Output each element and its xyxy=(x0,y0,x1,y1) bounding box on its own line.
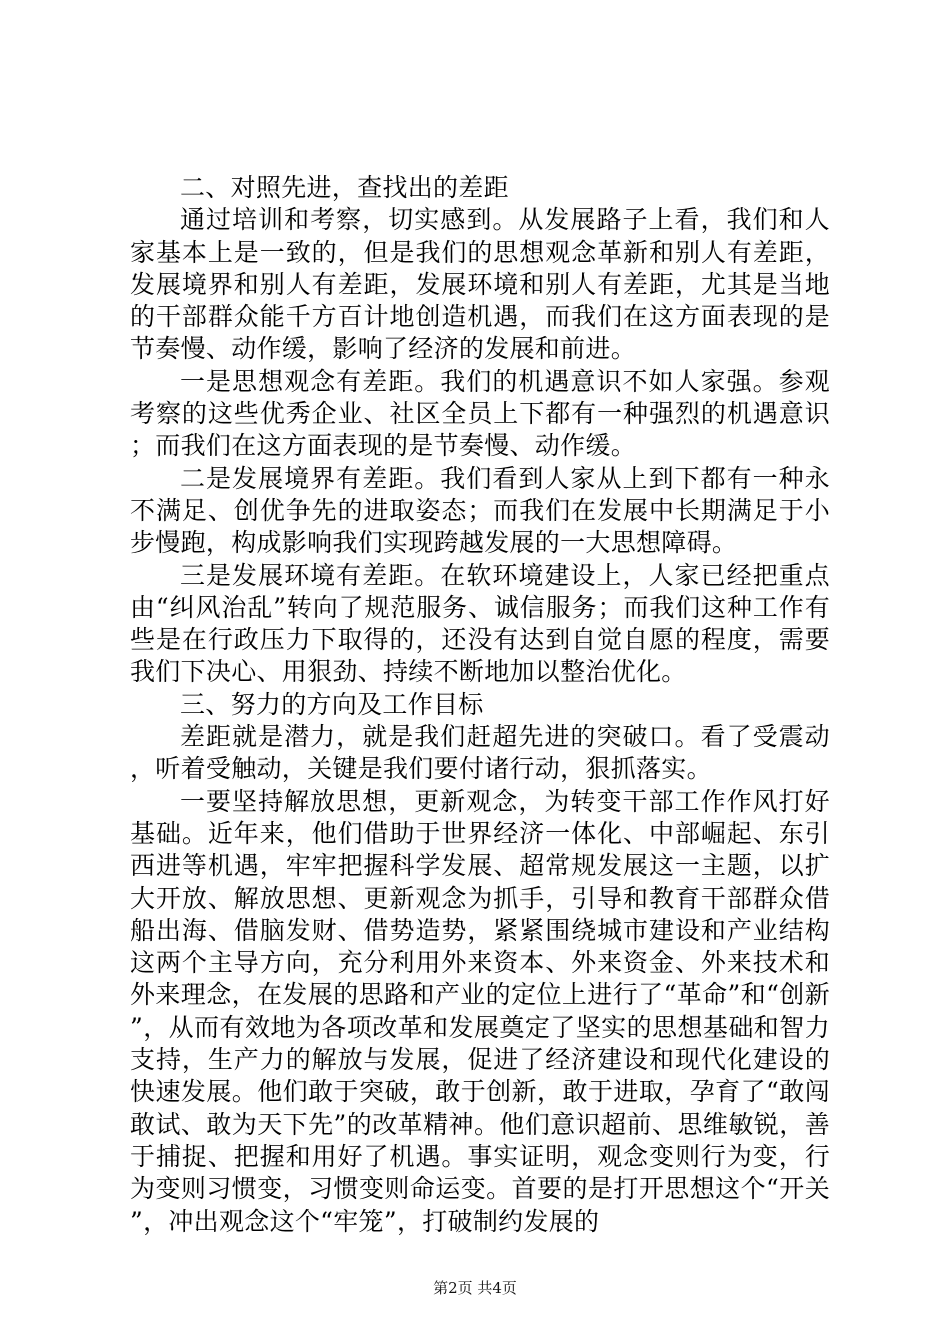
paragraph-emancipate-thinking: 一要坚持解放思想，更新观念，为转变干部工作作风打好基础。近年来，他们借助于世界经济一体化、中部崛起、东引西进等机遇，牢牢把握科学发展、超常规发展这一主题，以扩大开放、解放思想、更新观念为抓手，引导和教育干部群众借船出海、借脑发财、借势造势，紧紧围绕城市建设和产业结构这两个主导方向，充分利用外来资本、外来资金、外来技术和外来理念，在发展的思路和产业的定位上进行了“革命”和“创新”，从而有效地为各项改革和发展奠定了坚实的思想基础和智力支持，生产力的解放与发展，促进了经济建设和现代化建设的快速发展。他们敢于突破，敢于创新，敢于进取，孕育了“敢闯敢试、敢为天下先”的改革精神。他们意识超前、思维敏锐，善于捕捉、把握和用好了机遇。事实证明，观念变则行为变，行为变则习惯变，习惯变则命运变。首要的是打开思想这个“开关”，冲出观念这个“牢笼”，打破制约发展的 xyxy=(130,786,830,1236)
paragraph-training-observation: 通过培训和考察，切实感到。从发展路子上看，我们和人家基本上是一致的，但是我们的思想观念革新和别人有差距，发展境界和别人有差距，发展环境和别人有差距，尤其是当地的干部群众能千方百计地创造机遇，而我们在这方面表现的是节奏慢、动作缓，影响了经济的发展和前进。 xyxy=(130,205,830,364)
paragraph-gap-vision: 二是发展境界有差距。我们看到人家从上到下都有一种永不满足、创优争先的进取姿态；而我们在发展中长期满足于小步慢跑，构成影响我们实现跨越发展的一大思想障碍。 xyxy=(130,463,830,558)
document-body xyxy=(130,172,830,1238)
page-footer: 第2页 共4页 xyxy=(433,1279,517,1297)
section-heading-direction: 三、努力的方向及工作目标 xyxy=(180,689,484,719)
paragraph-gap-environment: 三是发展环境有差距。在软环境建设上，人家已经把重点由“纠风治乱”转向了规范服务、诚信服务；而我们这种工作有些是在行政压力下取得的，还没有达到自觉自愿的程度，需要我们下决心、用狠劲、持续不断地加以整治优化。 xyxy=(130,560,830,687)
section-heading-gap: 二、对照先进，查找出的差距 xyxy=(180,173,509,202)
paragraph-gap-potential: 差距就是潜力，就是我们赶超先进的突破口。看了受震动，听着受触动，关键是我们要付诸行动，狠抓落实。 xyxy=(130,722,830,784)
paragraph-gap-thinking: 一是思想观念有差距。我们的机遇意识不如人家强。参观考察的这些优秀企业、社区全员上下都有一种强烈的机遇意识；而我们在这方面表现的是节奏慢、动作缓。 xyxy=(130,366,830,461)
